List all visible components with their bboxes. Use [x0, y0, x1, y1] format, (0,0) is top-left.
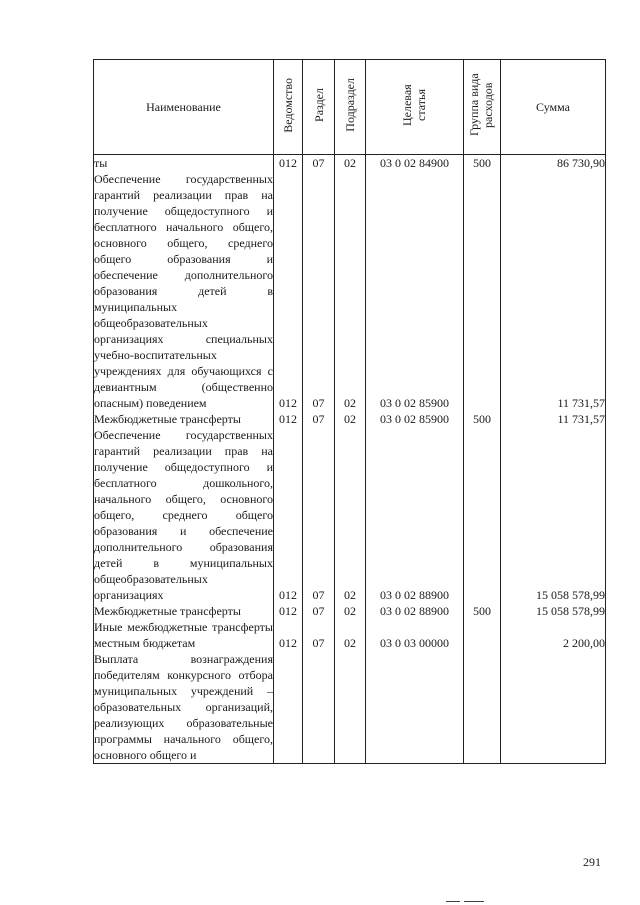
header-target-label: Целевая статья: [399, 84, 428, 126]
row-section: 07: [303, 411, 335, 427]
row-name: ты: [94, 155, 274, 172]
row-section: 07: [303, 171, 335, 411]
row-group: [464, 427, 501, 603]
row-target: [366, 651, 464, 764]
row-dept: 012: [274, 171, 303, 411]
row-section: [303, 651, 335, 764]
table-row: [94, 155, 606, 172]
table-row: [94, 603, 606, 619]
row-section: 07: [303, 155, 335, 172]
row-target: 03 0 02 85900: [366, 171, 464, 411]
budget-table: [93, 59, 606, 764]
row-target: 03 0 02 85900: [366, 411, 464, 427]
row-dept: 012: [274, 427, 303, 603]
row-dept: 012: [274, 155, 303, 172]
row-subsection: [335, 651, 366, 764]
row-name: Обеспечение государственных гарантий реализации прав на получение общедоступного и бесплатного дошкольного, начального общего, основного общего, среднего общего образования и обеспечение дополнительного образования детей в муниципальных общеобразовательных организациях: [94, 428, 273, 602]
row-group: [464, 619, 501, 651]
row-group: 500: [464, 603, 501, 619]
row-group: 500: [464, 411, 501, 427]
table-row: [94, 171, 606, 411]
header-dept-label: Ведомство: [281, 77, 295, 133]
row-name: Межбюджетные трансферты: [94, 603, 274, 619]
row-sum: [501, 651, 606, 764]
footer-mark: [446, 901, 460, 902]
row-sum: 15 058 578,99: [501, 427, 606, 603]
row-subsection: 02: [335, 603, 366, 619]
row-subsection: 02: [335, 411, 366, 427]
row-sum: 11 731,57: [501, 411, 606, 427]
row-target: 03 0 02 84900: [366, 155, 464, 172]
header-subsection: [335, 60, 366, 155]
row-name: Межбюджетные трансферты: [94, 411, 274, 427]
row-dept: 012: [274, 619, 303, 651]
row-sum: 11 731,57: [501, 171, 606, 411]
table-row: [94, 427, 606, 603]
row-dept: 012: [274, 411, 303, 427]
header-sum: [501, 60, 606, 155]
row-subsection: 02: [335, 619, 366, 651]
row-section: 07: [303, 603, 335, 619]
table-header: [94, 60, 606, 155]
header-group-label: Группа вида расходов: [467, 73, 495, 137]
header-name: [94, 60, 274, 155]
page-number: 291: [583, 855, 601, 869]
row-section: 07: [303, 427, 335, 603]
header-subsection-label: Подраздел: [343, 78, 357, 132]
row-name: Выплата вознаграждения победителям конкурсного отбора муниципальных учреждений – образовательных организаций, реализующих образовательные программы начального общего, основного общего и: [94, 652, 273, 762]
header-dept: [274, 60, 303, 155]
row-group: 500: [464, 155, 501, 172]
header-section-label: Раздел: [311, 88, 326, 122]
row-group: [464, 651, 501, 764]
row-target: 03 0 02 88900: [366, 603, 464, 619]
table-row: [94, 411, 606, 427]
row-sum: 15 058 578,99: [501, 603, 606, 619]
row-dept: 012: [274, 603, 303, 619]
row-subsection: 02: [335, 155, 366, 172]
row-sum: 2 200,00: [501, 619, 606, 651]
row-sum: 86 730,90: [501, 155, 606, 172]
row-section: 07: [303, 619, 335, 651]
row-subsection: 02: [335, 427, 366, 603]
row-target: 03 0 02 88900: [366, 427, 464, 603]
header-target: [366, 60, 464, 155]
row-target: 03 0 03 00000: [366, 619, 464, 651]
header-name-label: Наименование: [146, 99, 221, 114]
row-name: Иные межбюджетные трансферты местным бюджетам: [94, 620, 273, 650]
header-group: [464, 60, 501, 155]
footer-mark: [464, 901, 484, 902]
table-row: [94, 651, 606, 764]
header-sum-label: Сумма: [536, 99, 570, 114]
table-body: [94, 155, 606, 764]
row-subsection: 02: [335, 171, 366, 411]
row-group: [464, 171, 501, 411]
row-dept: [274, 651, 303, 764]
header-section: [303, 60, 335, 155]
row-name: Обеспечение государственных гарантий реализации прав на получение общедоступного и бесплатного начального общего, основного общего, среднего общего образования и обеспечение дополнительного образования детей в муниципальных общеобразовательных организациях специальных учебно-воспитательных учреждениях для обучающихся с девиантным (общественно опасным) поведением: [94, 172, 273, 410]
table-row: [94, 619, 606, 651]
